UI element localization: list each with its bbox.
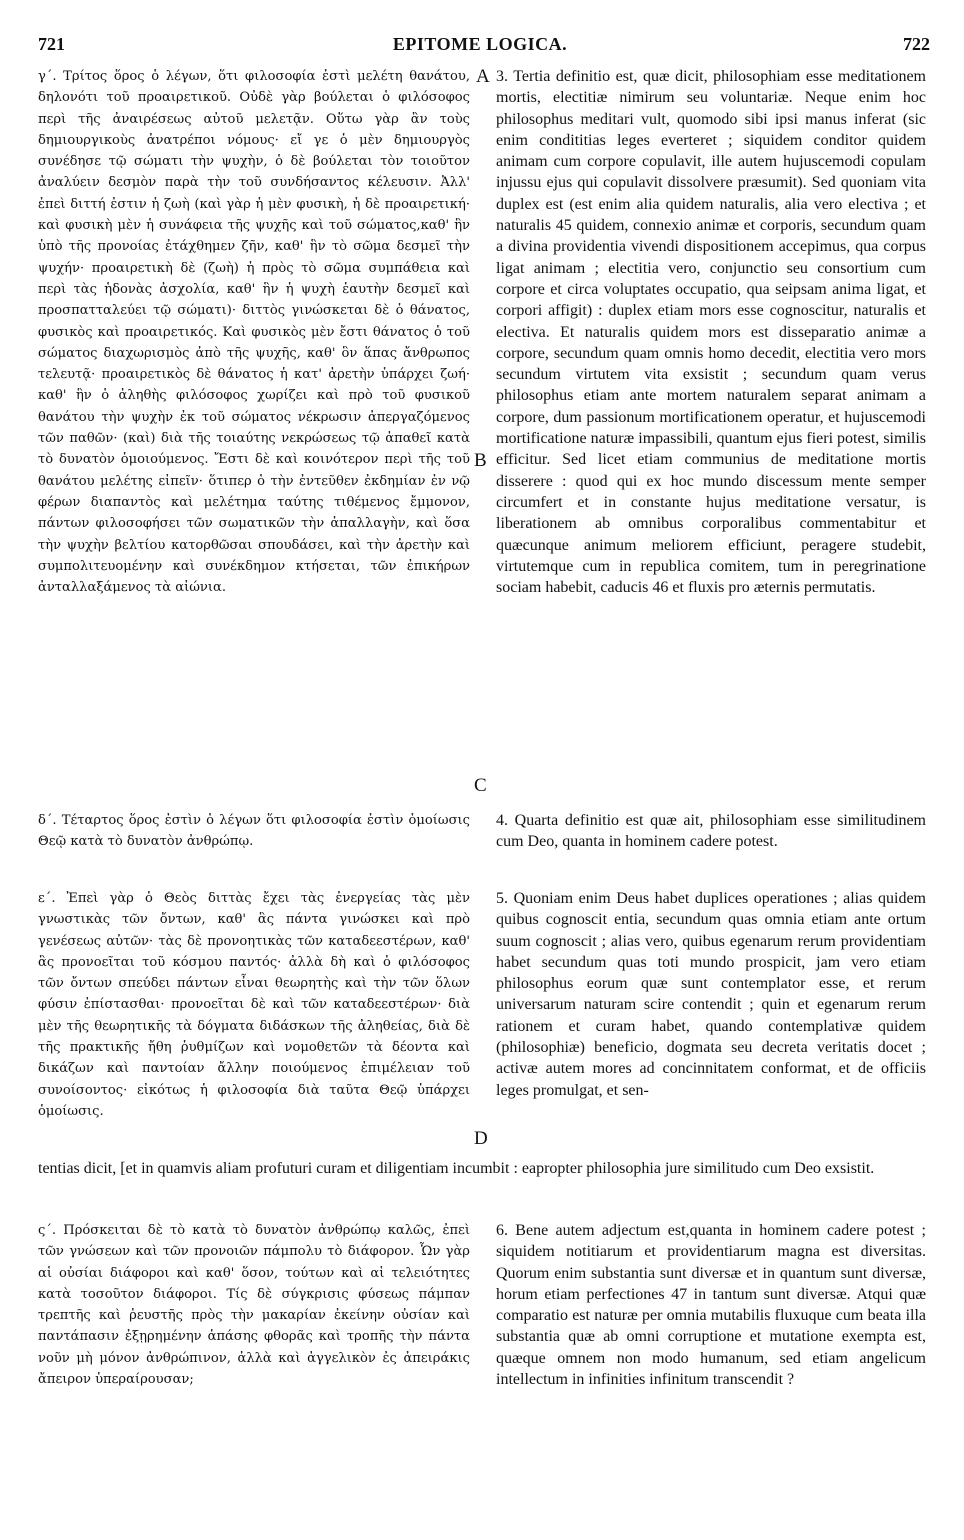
greek-paragraph-4-wrap xyxy=(38,810,470,853)
margin-letter-d: D xyxy=(474,1128,488,1149)
running-header xyxy=(30,34,930,58)
margin-letter-b: B xyxy=(474,450,487,471)
greek-paragraph-5-wrap xyxy=(38,888,470,1122)
greek-paragraph-4: δ΄. Τέταρτος ὅρος ἐστὶν ὁ λέγων ὅτι φιλοσοφία ἐστὶν ὁμοίωσις Θεῷ κατὰ τὸ δυνατὸν ἀνθρώπῳ. xyxy=(38,813,470,850)
latin-column-top xyxy=(496,66,926,598)
greek-paragraph-6: ς΄. Πρόσκειται δὲ τὸ κατὰ τὸ δυνατὸν ἀνθρώπῳ καλῶς, ἐπεὶ τῶν γνώσεων καὶ τῶν προνοιῶν πάμπολυ τὸ διάφορον. Ὧν γὰρ αἱ οὐσίαι διάφοροι καὶ καθ' ὅσον, τούτων καὶ αἱ τελειότητες κατὰ τοσοῦτον διάφοροι. Τίς δὲ σύγκρισις φύσεως πάμπαν τρεπτῆς καὶ ῥευστῆς πρὸς τὴν μακαρίαν ἐκείνην οὐσίαν καὶ παντάπασιν ἐξῃρημένην ἁπάσης φθορᾶς καὶ τροπῆς τὴν πάντα νοῦν μὴ μόνον ἀνθρώπινον, ἀλλὰ καὶ ἀγγελικὸν ἐς ἀπειράκις ἄπειρον ὑπεραίρουσαν; xyxy=(38,1223,470,1388)
latin-paragraph-3: 3. Tertia definitio est, quæ dicit, philosophiam esse meditationem mortis, electitiæ nimirum seu voluntariæ. Neque enim hoc philosophus meditari vult, quomodo sibi ipsi manus inferat (sic enim condititias leges everteret ; siquidem conditor quidem animam cum corpore copulavit, ille autem hujuscemodi copulam injussu ejus qui copulavit dissolvere præsumit). Sed quoniam vita duplex est (est enim alia quidem naturalis, alia vero electiva ; et naturalis 45 quidem, connexio animæ et corporis, secundum quam a divina providentia vivendi dispositionem accepimus, qua corpus ligat animam ; electitia vero, conjunctio seu consortium cum corpore et circa voluptates occupatio, qua seipsam anima ligat, et corpori affigit) : duplex etiam mors esse cognoscitur, naturalis et electiva. Et naturalis quidem mors est disseparatio animæ a corpore, secundum quam omnis homo decedit, electitia vero mors secundum virtutem vita exsistit ; secundum quam verus philosophus etiam ante mortem naturalem separat animam a corpore, dum passionum mortificationem operatur, et hujuscemodi mortificatione naturæ impassibili, quantum ejus fieri potest, similis efficitur. Sed licet etiam communius de meditatione mortis disserere : quod qui ex hoc mundo discessum mente semper circumfert et in constante hujus meditatione versatur, is liberationem ab omnibus corporalibus commentabitur et quæcunque animum meliorem efficiunt, peragere studebit, virtutemque cum in republica comitem, tum in peregrinatione sociam habebit, caducis 46 et fluxis pro æternis permutatis. xyxy=(496,68,926,597)
full-width-continuation: tentias dicit, [et in quamvis aliam profuturi curam et diligentiam incumbit : eapropter philosophia jure similitudo cum Deo exsistit. xyxy=(38,1160,875,1177)
latin-paragraph-6-wrap xyxy=(496,1220,926,1390)
latin-paragraph-5: 5. Quoniam enim Deus habet duplices operationes ; alias quidem quibus cognoscit entia, secundum quas omnia etiam ante ortum suum cognoscit ; alias vero, quibus egenarum rerum providentiam habet secundum quas toti mundo prospicit, jam vero etiam philosophus eorum quæ sunt contemplator esse, et rerum universarum naturam scire contendit ; quin et egenarum rerum rationem et curam habet, quando contemplativæ quidem (philosophiæ) beneficio, dogmata seu decreta veritatis docet ; activæ autem mores ad concinnitatem conformat, et de officiis leges promulgat, et sen- xyxy=(496,890,926,1099)
greek-paragraph-5: ε΄. Ἐπεὶ γὰρ ὁ Θεὸς διττὰς ἔχει τὰς ἐνεργείας τὰς μὲν γνωστικὰς τῶν ὄντων, καθ' ἃς πάντα γινώσκει καὶ πρὸ γενέσεως αὐτῶν· τὰς δὲ προνοητικὰς τῶν καταδεεστέρων, καθ' ἃς προνοεῖται τοῦ κόσμου παντός· ἀλλὰ δὴ καὶ ὁ φιλόσοφος τῶν ὄντων σπεύδει πάντων εἶναι θεωρητὴς καὶ τὴν τῶν ὅλων φύσιν ἐπίστασθαι· προνοεῖται δὲ καὶ τῶν καταδεεστέρων· διὰ μὲν τῆς θεωρητικῆς τὰ δόγματα διδάσκων τῆς ἀληθείας, διὰ δὲ τῆς πρακτικῆς ἤθη ῥυθμίζων καὶ νομοθετῶν τὰ δέοντα καὶ δικάζων καὶ παντοίαν ἄλλην ποιούμενος ἐπιμέλειαν τοῦ συνοίσοντος· εἰκότως ἡ φιλοσοφία διὰ ταῦτα Θεῷ ὑπάρχει ὁμοίωσις. xyxy=(38,891,470,1119)
latin-paragraph-6: 6. Bene autem adjectum est,quanta in hominem cadere potest ; siquidem notitiarum et providentiarum magna est diversitas. Quorum enim substantia sunt diversæ et in quantum sunt diversæ, horum etiam perfectiones 47 in tantum sunt diversæ. Atqui quæ comparatio est naturæ per omnia mutabilis fluxuque cum beata illa substantia quæ ab omni corruptione et mutatione exempta est, quæque omnem non modo humanum, sed etiam angelicum intellectum in infinities infinitum transcendit ? xyxy=(496,1222,926,1389)
latin-paragraph-5-wrap xyxy=(496,888,926,1101)
latin-paragraph-4-wrap xyxy=(496,810,926,853)
margin-letter-a: A xyxy=(476,66,490,87)
greek-paragraph-6-wrap xyxy=(38,1220,470,1390)
greek-paragraph-3: γ΄. Τρίτος ὅρος ὁ λέγων, ὅτι φιλοσοφία ἐστὶ μελέτη θανάτου, δηλονότι τοῦ προαιρετικοῦ. Οὐδὲ γὰρ βούλεται ὁ φιλόσοφος περὶ τῆς ἀναιρέσεως αὐτοῦ μελετᾷν. Οὕτω γὰρ ἂν τοὺς δημιουργικοὺς ἀνατρέποι νόμους· εἴ γε ὁ μὲν δημιουργὸς συνέδησε τῷ σώματι τὴν ψυχὴν, ὁ δὲ βούλεται τὸν τοιοῦτον ἀναλύειν δεσμὸν παρὰ τὴν τοῦ συνδήσαντος κέλευσιν. Ἀλλ' ἐπεὶ διττή ἐστιν ἡ ζωὴ (καὶ γὰρ ἡ μὲν φυσικὴ, ἡ δὲ προαιρετική· καὶ φυσικὴ μὲν ἡ συνάφεια τῆς ψυχῆς καὶ τοῦ σώματος,καθ' ἣν ὑπὸ τῆς προνοίας ἐτάχθημεν ζῆν, καθ' ἣν τὸ σῶμα δεσμεῖ τὴν ψυχήν· προαιρετικὴ δὲ (ζωὴ) ἡ πρὸς τὸ σῶμα συμπάθεια καὶ περὶ τὰς ἡδονὰς ἀσχολία, καθ' ἣν ἡ ψυχὴ ἑαυτὴν δεσμεῖ καὶ προσπατταλεύει τῷ σώματι)· διττὸς γινώσκεται δὲ ὁ θάνατος, φυσικὸς καὶ προαιρετικός. Καὶ φυσικὸς μὲν ἔστι θάνατος ὁ τοῦ σώματος διαχωρισμὸς ἀπὸ τῆς ψυχῆς, καθ' ὃν ἅπας ἄνθρωπος τελευτᾷ· προαιρετικὸς δὲ θάνατος ἡ κατ' ἀρετὴν ὑπάρχει ζωή· καθ' ἣν ὁ ἀληθὴς φιλόσοφος χωρίζει καὶ πρὸ τοῦ φυσικοῦ θανάτου τὴν ψυχὴν ἐκ τοῦ σώματος νέκρωσιν ἀπεργαζόμενος τῶν παθῶν· (καὶ) διὰ τῆς τοιαύτης νεκρώσεως τῷ ἀπαθεῖ κατὰ τὸ δυνατὸν ὁμοιούμενος. Ἔστι δὲ καὶ κοινότερον περὶ τῆς τοῦ θανάτου μελέτης εἰπεῖν· ὅτιπερ ὁ τὴν ἐντεῦθεν ἐκδημίαν ἐν νῷ φέρων διαπαντὸς καὶ μελέτημα ταύτης τιθέμενος ἔμμονον, πάντων φιλοσοφήσει τῶν σωματικῶν τὴν ἀπαλλαγὴν, καὶ ὅσα τὴν ψυχὴν βελτίου κατορθῶσαι σπουδάσει, καὶ τὴν ἀρετὴν καὶ συμπολιτευομένην καὶ συνέκδημον κτήσεται, τῶν ἐπικήρων ἀνταλλαξάμενος τὰ αἰώνια. xyxy=(38,69,470,596)
left-page-number: 721 xyxy=(38,34,65,54)
latin-paragraph-4: 4. Quarta definitio est quæ ait, philosophiam esse similitudinem cum Deo, quanta in hominem cadere potest. xyxy=(496,812,926,851)
margin-letter-c: C xyxy=(474,775,487,796)
right-page-number: 722 xyxy=(903,34,930,54)
greek-column-top xyxy=(38,66,470,598)
page-title: EPITOME LOGICA. xyxy=(392,34,568,54)
